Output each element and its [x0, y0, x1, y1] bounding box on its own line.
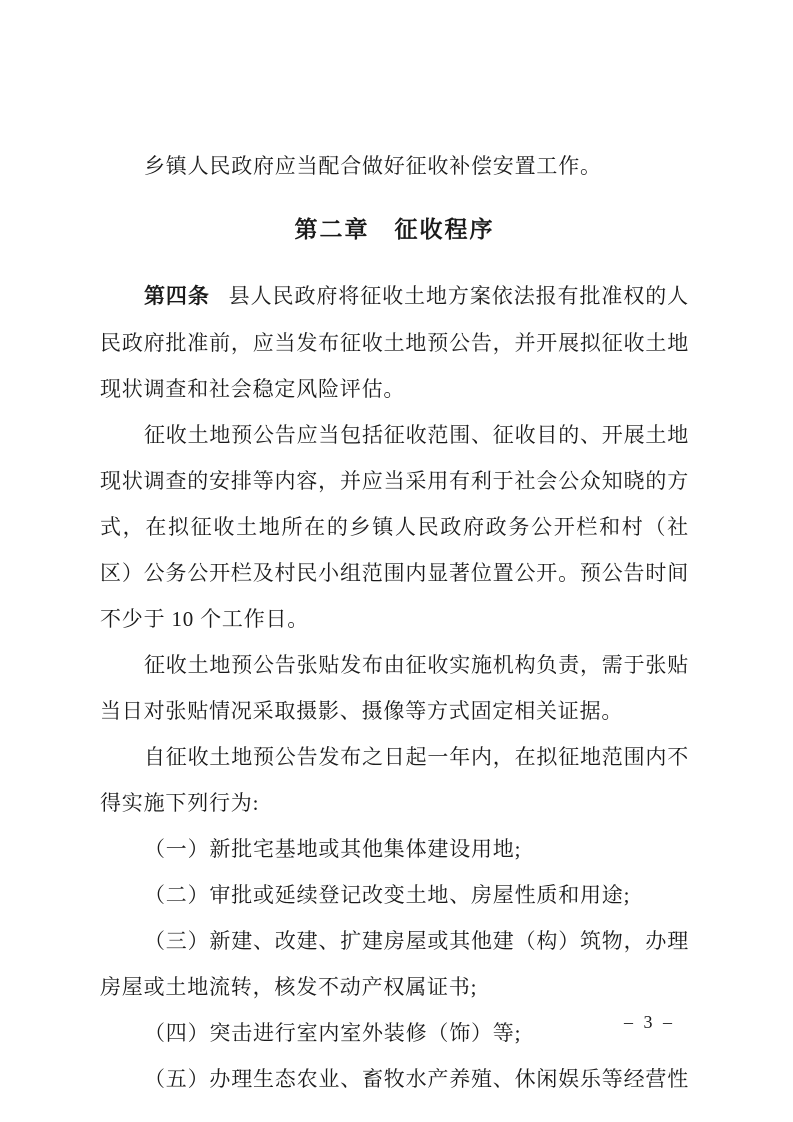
list-item-4: （四）突击进行室内室外装修（饰）等; [144, 1021, 522, 1045]
list-item-2: （二）审批或延续登记改变土地、房屋性质和用途; [144, 883, 631, 907]
document-body [100, 143, 689, 1102]
paragraph-pre-announcement-contents: 征收土地预公告应当包括征收范围、征收目的、开展土地现状调查的安排等内容，并应当采用有利于社会公众知晓的方式，在拟征收土地所在的乡镇人民政府政务公开栏和村（社区）公务公开栏及村民小组范围内显著位置公开。预公告时间不少于 10 个工作日。 [100, 423, 689, 631]
list-item-3: （三）新建、改建、扩建房屋或其他建（构）筑物，办理房屋或土地流转，核发不动产权属证书; [100, 929, 689, 999]
paragraph-posting-evidence: 征收土地预公告张贴发布由征收实施机构负责，需于张贴当日对张贴情况采取摄影、摄像等方式固定相关证据。 [100, 653, 689, 723]
article-4-paragraph [100, 273, 689, 412]
page-number: – 3 – [624, 1012, 675, 1032]
article-4-text: 县人民政府将征收土地方案依法报有批准权的人民政府批准前，应当发布征收土地预公告，并开展拟征收土地现状调查和社会稳定风险评估。 [100, 284, 689, 401]
paragraph-township-support: 乡镇人民政府应当配合做好征收补偿安置工作。 [144, 154, 602, 178]
article-4-label: 第四条 [144, 285, 210, 308]
list-item-5: （五）办理生态农业、畜牧水产养殖、休闲娱乐等经营性 [144, 1067, 689, 1091]
list-item-1: （一）新批宅基地或其他集体建设用地; [144, 837, 522, 861]
chapter-2-heading: 第二章 征收程序 [294, 216, 495, 242]
paragraph-prohibited-acts-intro: 自征收土地预公告发布之日起一年内，在拟征地范围内不得实施下列行为: [100, 745, 689, 815]
